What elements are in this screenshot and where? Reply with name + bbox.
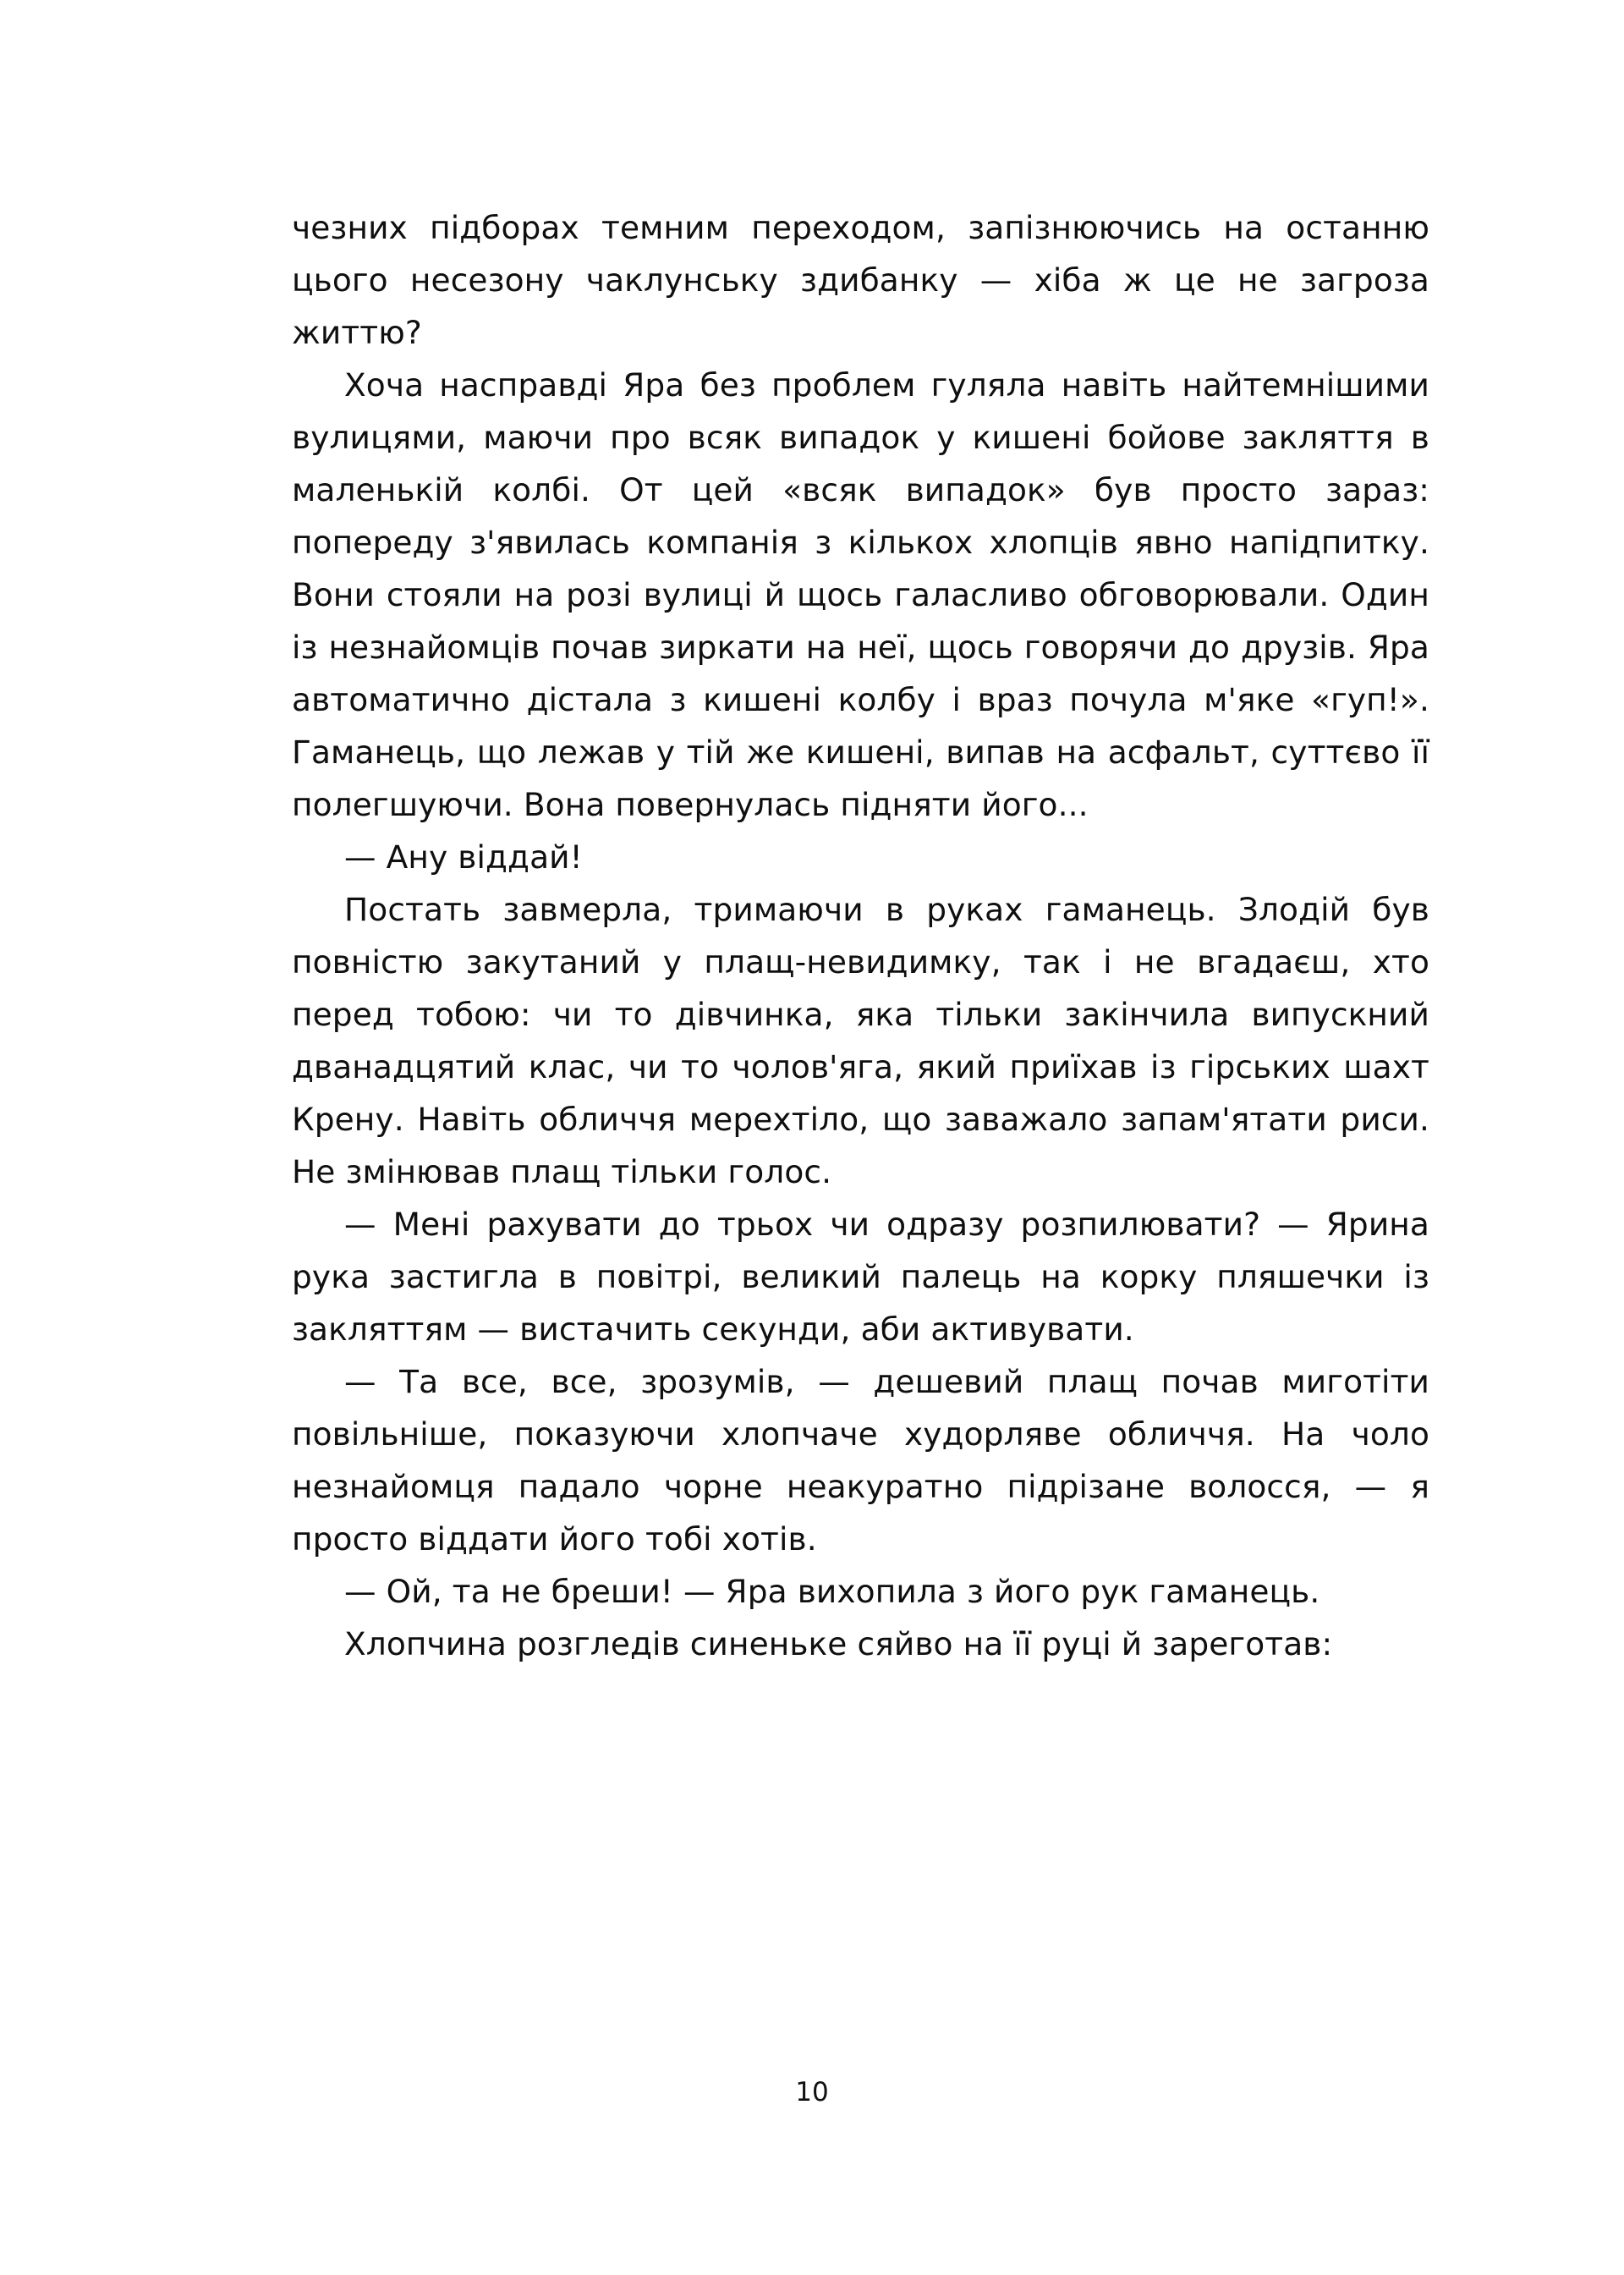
paragraph: — Мені рахувати до трьох чи одразу розпилювати? — Ярина рука застигла в повітрі, великий палець на корку пляшечки із закляттям — вистачить секунди, аби активувати. bbox=[292, 1206, 1429, 1348]
paragraph: — Ой, та не бреши! — Яра вихопила з його рук гаманець. bbox=[344, 1573, 1320, 1610]
paragraph: Постать завмерла, тримаючи в руках гаманець. Злодій був повністю закутаний у плащ-невидимку, так і не вгадаєш, хто перед тобою: чи то дівчинка, яка тільки закінчила випускний дванадцятий клас, чи то чолов'яга, який приїхав із гірських шахт Крену. Навіть обличчя мерехтіло, що заважало запам'ятати риси. Не змінював плащ тільки голос. bbox=[292, 891, 1429, 1190]
paragraph: Хоча насправді Яра без проблем гуляла навіть найтемнішими вулицями, маючи про всяк випадок у кишені бойове закляття в маленькій колбі. От цей «всяк випадок» був просто зараз: попереду з'явилась компанія з кількох хлопців явно напідпитку. Вони стояли на розі вулиці й щось галасливо обговорювали. Один із незнайомців почав зиркати на неї, щось говорячи до друзів. Яра автоматично дістала з кишені колбу і враз почула м'яке «гуп!». Гаманець, що лежав у тій же кишені, випав на асфальт, суттєво її полегшуючи. Вона повернулась підняти його... bbox=[292, 366, 1429, 823]
body-text-column bbox=[292, 201, 1429, 1670]
paragraph: Хлопчина розгледів синеньке сяйво на її руці й зареготав: bbox=[344, 1625, 1333, 1662]
paragraph: — Ану віддай! bbox=[344, 838, 583, 876]
paragraph: чезних підборах темним переходом, запізнюючись на останню цього несезону чаклунську здибанку — хіба ж це не загроза життю? bbox=[292, 209, 1429, 351]
paragraph: — Та все, все, зрозумів, — дешевий плащ почав миготіти повільніше, показуючи хлопчаче худорляве обличчя. На чоло незнайомця падало чорне неакуратно підрізане волосся, — я просто віддати його тобі хотів. bbox=[292, 1363, 1429, 1558]
page-number: 10 bbox=[795, 2077, 829, 2107]
